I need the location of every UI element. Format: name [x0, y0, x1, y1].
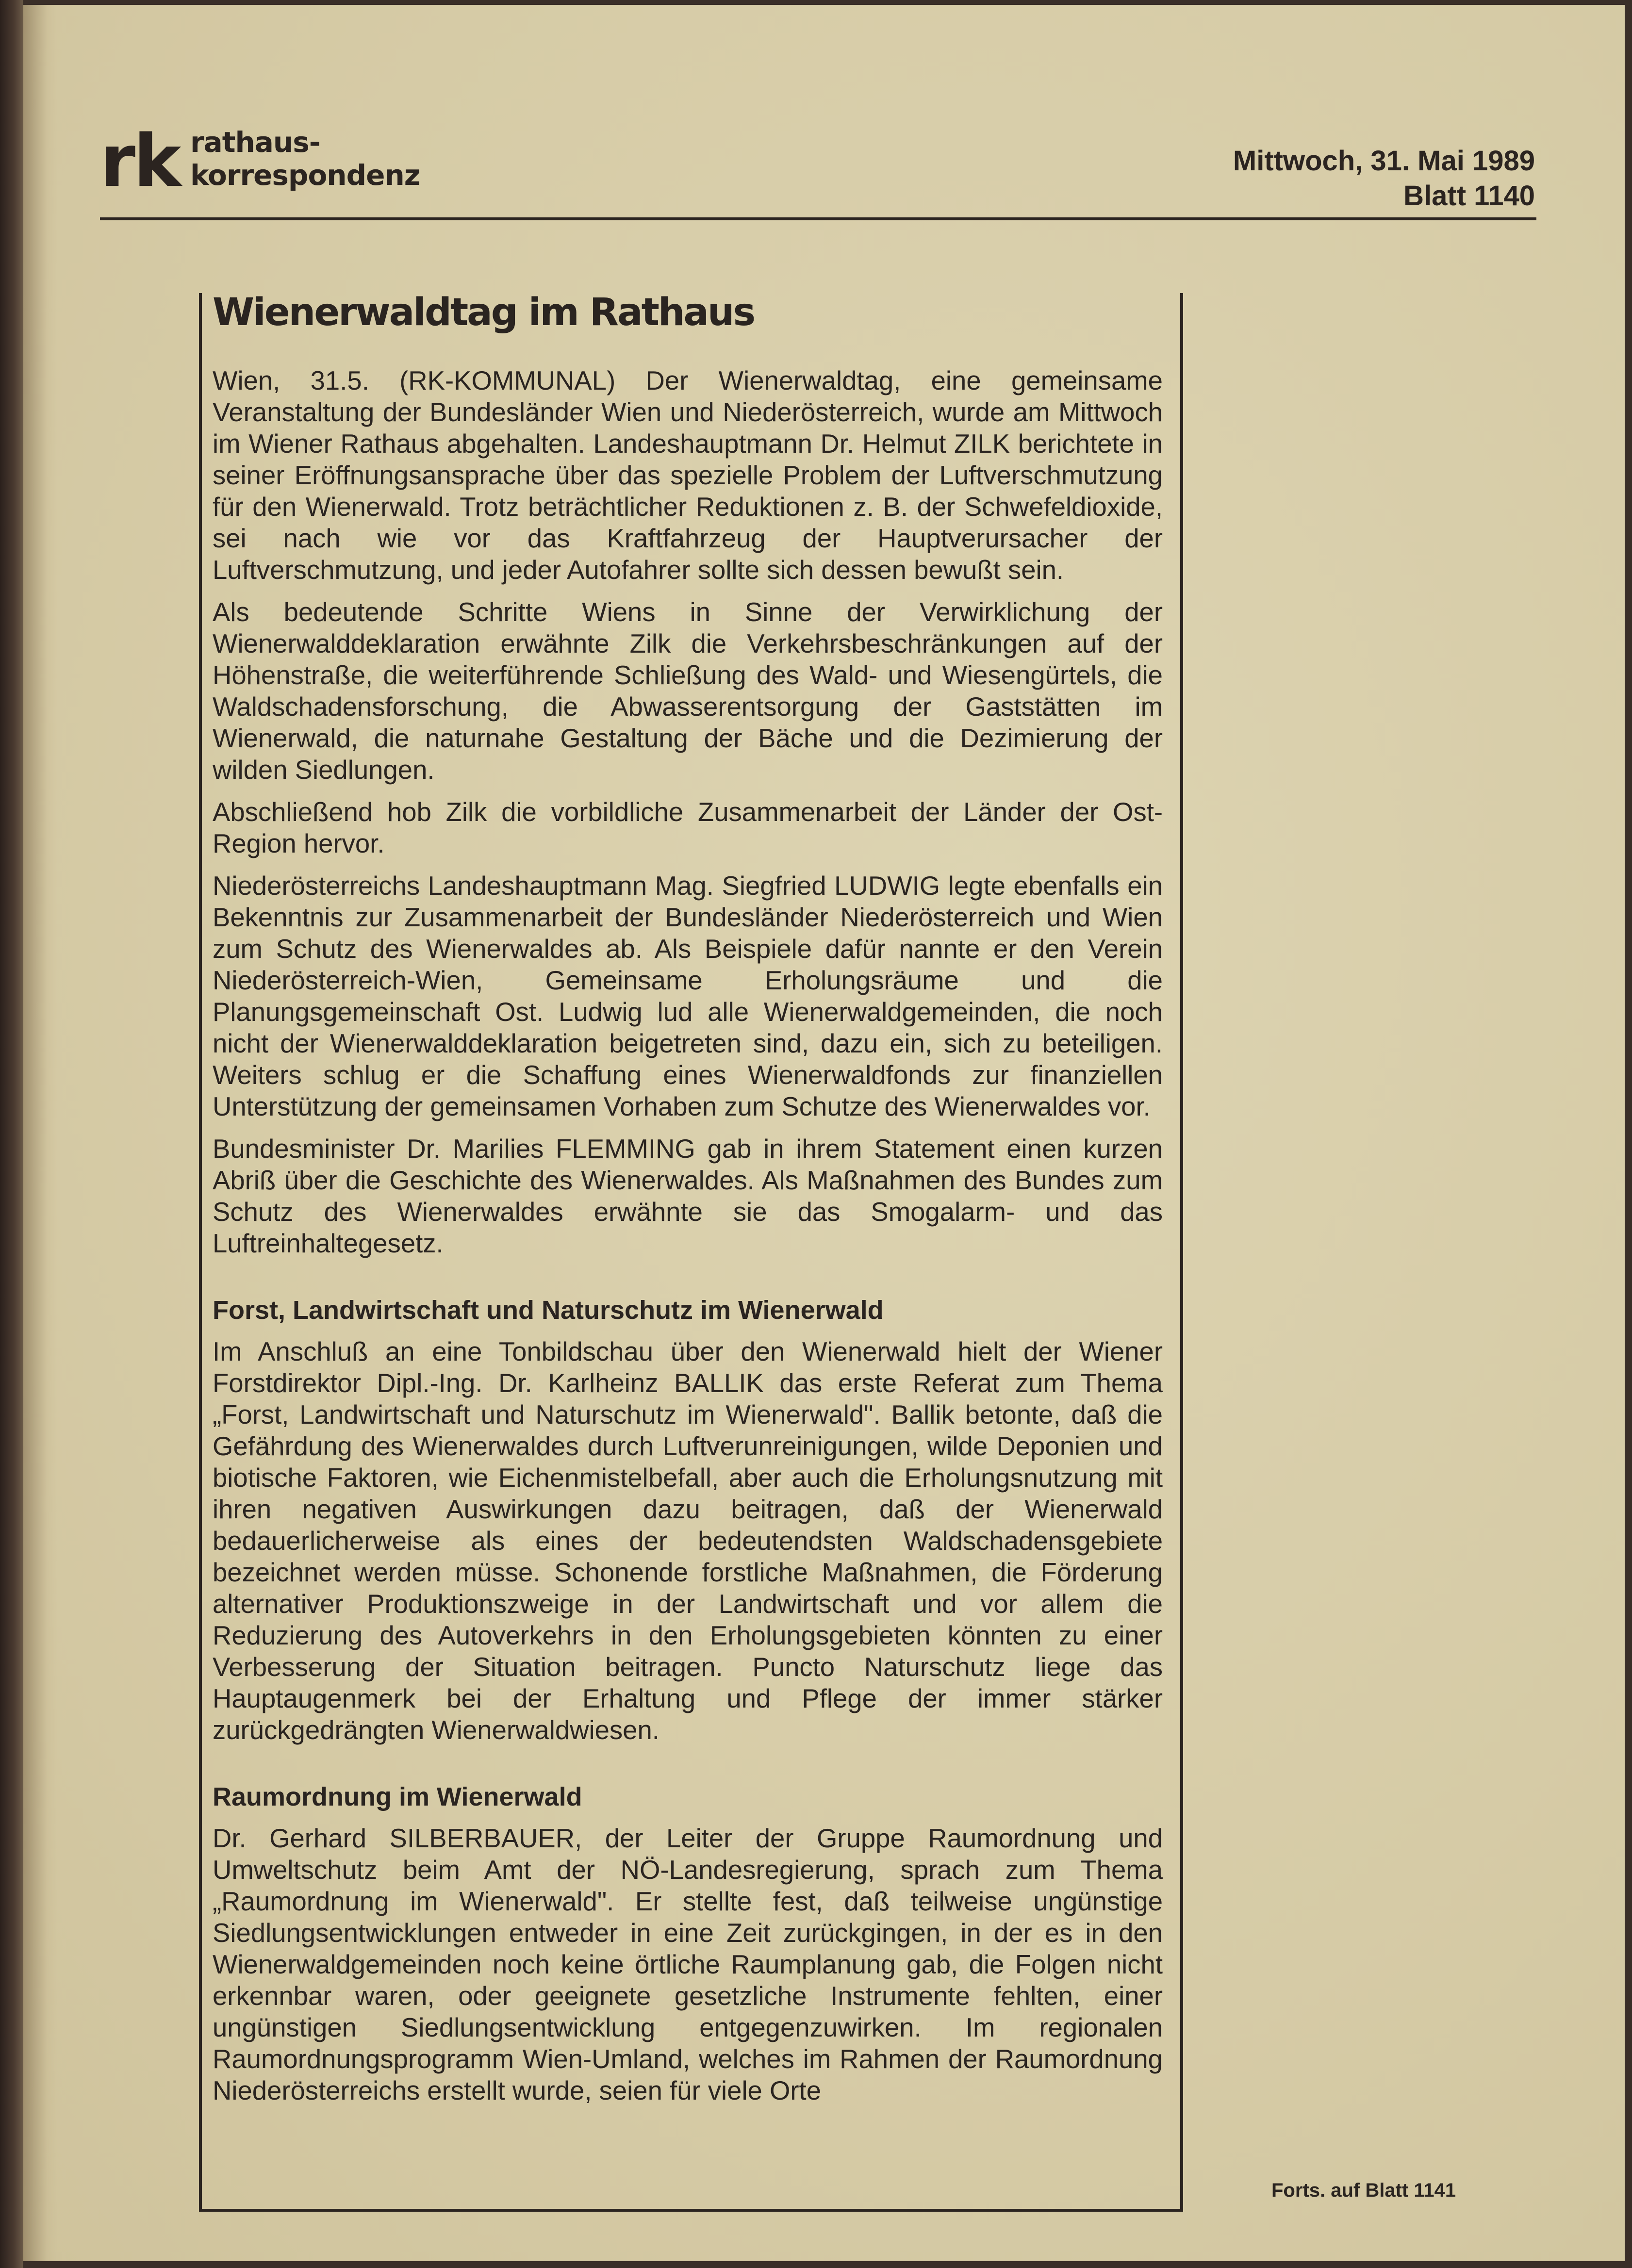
- article: [213, 289, 1163, 2117]
- section-heading-forst: Forst, Landwirtschaft und Naturschutz im Wienerwald: [213, 1296, 884, 1325]
- column-rule-right: [1180, 293, 1183, 2212]
- article-paragraph: Als bedeutende Schritte Wiens in Sinne der Verwirklichung der Wienerwalddeklaration erwähnte Zilk die Verkehrsbeschränkungen auf der Höhenstraße, die weiterführende Schließung des Wald- und Wiesengürtels, die Waldschadensforschung, die Abwasserentsorgung der Gaststätten im Wienerwald, die naturnahe Gestaltung der Bäche und die Dezimierung der wilden Siedlungen.: [213, 597, 1163, 785]
- header-date: Mittwoch, 31. Mai 1989: [1233, 145, 1535, 177]
- binding-shadow: [23, 5, 57, 2261]
- continuation-note: Forts. auf Blatt 1141: [1271, 2180, 1456, 2201]
- logo-mark: rk: [100, 119, 180, 203]
- article-title: Wienerwaldtag im Rathaus: [213, 291, 755, 334]
- article-paragraph: Wien, 31.5. (RK-KOMMUNAL) Der Wienerwaldtag, eine gemeinsame Veranstaltung der Bundesländer Wien und Niederösterreich, wurde am Mittwoch im Wiener Rathaus abgehalten. Landeshauptmann Dr. Helmut ZILK berichtete in seiner Eröffnungsansprache über das spezielle Problem der Luftverschmutzung für den Wienerwald. Trotz beträchtlicher Reduktionen z. B. der Schwefeldioxide, sei nach wie vor das Kraftfahrzeug der Hauptverursacher der Luftverschmutzung, und jeder Autofahrer sollte sich dessen bewußt sein.: [213, 366, 1163, 585]
- section-heading-raumordnung: Raumordnung im Wienerwald: [213, 1782, 582, 1811]
- section-paragraph-forst: Im Anschluß an eine Tonbildschau über den Wienerwald hielt der Wiener Forstdirektor Dipl.-Ing. Dr. Karlheinz BALLIK das erste Referat zum Thema „Forst, Landwirtschaft und Naturschutz im Wienerwald". Ballik betonte, daß die Gefährdung des Wienerwaldes durch Luftverunreinigungen, wilde Deponien und biotische Faktoren, wie Eichenmistelbefall, aber auch die Erholungsnutzung mit ihren negativen Auswirkungen dazu beitragen, daß der Wienerwald bedauerlicherweise als eines der bedeutendsten Waldschadensgebiete bezeichnet werden müsse. Schonende forstliche Maßnahmen, die Förderung alternativer Produktionszweige in der Landwirtschaft und vor allem die Reduzierung des Autoverkehrs in den Erholungsgebieten könnten zu einer Verbesserung der Situation beitragen. Puncto Naturschutz liege das Hauptaugenmerk bei der Erhaltung und Pflege der immer stärker zurückgedrängten Wienerwaldwiesen.: [213, 1337, 1163, 1745]
- column-rule-left: [199, 293, 202, 2212]
- column-rule-bottom: [199, 2209, 1183, 2212]
- logo-text-line1: rathaus-: [190, 126, 320, 159]
- section-paragraph-raumordnung: Dr. Gerhard SILBERBAUER, der Leiter der Gruppe Raumordnung und Umweltschutz beim Amt der NÖ-Landesregierung, sprach zum Thema „Raumordnung im Wienerwald". Er stellte fest, daß teilweise ungünstige Siedlungsentwicklungen entweder in eine Zeit zurückgingen, in der es in den Wienerwaldgemeinden noch keine örtliche Raumplanung gab, die Folgen nicht erkennbar waren, oder geeignete gesetzliche Instrumente fehlten, einer ungünstigen Siedlungsentwicklung entgegenzuwirken. Im regionalen Raumordnungsprogramm Wien-Umland, welches im Rahmen der Raumordnung Niederösterreichs erstellt wurde, seien für viele Orte: [213, 1824, 1163, 2105]
- logo-text-line2: korrespondenz: [190, 159, 420, 192]
- article-paragraph: Niederösterreichs Landeshauptmann Mag. Siegfried LUDWIG legte ebenfalls ein Bekenntnis zur Zusammenarbeit der Bundesländer Niederösterreich und Wien zum Schutz des Wienerwaldes ab. Als Beispiele dafür nannte er den Verein Niederösterreich-Wien, Gemeinsame Erholungsräume und die Planungsgemeinschaft Ost. Ludwig lud alle Wienerwaldgemeinden, die noch nicht der Wienerwalddeklaration beigetreten sind, dazu ein, sich zu beteiligen. Weiters schlug er die Schaffung eines Wienerwaldfonds zur finanziellen Unterstützung der gemeinsamen Vorhaben zum Schutze des Wienerwaldes vor.: [213, 871, 1163, 1121]
- header-rule: [100, 217, 1536, 220]
- article-paragraph: Bundesminister Dr. Marilies FLEMMING gab in ihrem Statement einen kurzen Abriß über die Geschichte des Wienerwaldes. Als Maßnahmen des Bundes zum Schutz des Wienerwaldes erwähnte sie das Smogalarm- und das Luftreinhaltegesetz.: [213, 1134, 1163, 1258]
- header-sheet-number: Blatt 1140: [1403, 180, 1535, 212]
- book-spine: [0, 0, 23, 2268]
- article-paragraph: Abschließend hob Zilk die vorbildliche Zusammenarbeit der Länder der Ost-Region hervor.: [213, 797, 1163, 858]
